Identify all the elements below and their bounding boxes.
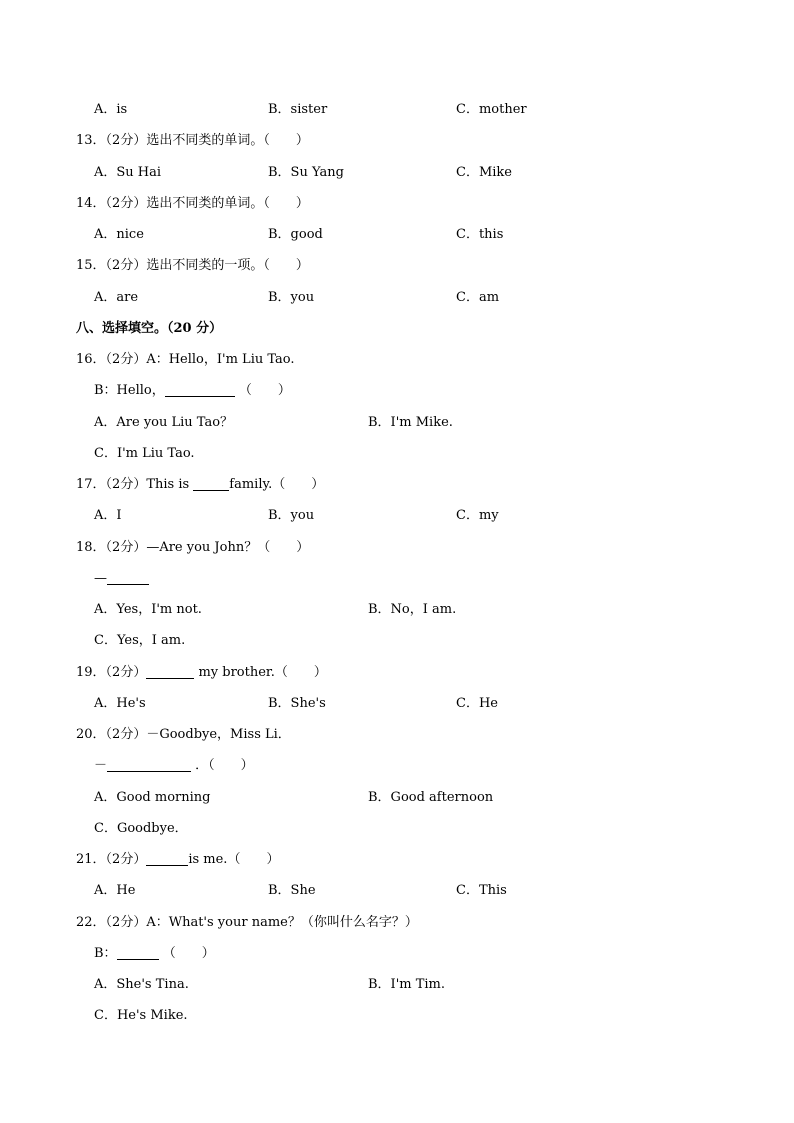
option-a: A．I	[94, 508, 122, 523]
question-line	[0, 724, 794, 746]
option-b: B．I'm Tim.	[368, 977, 446, 992]
dialog-text	[94, 380, 291, 402]
question-points: （2分）	[105, 727, 147, 742]
question-line	[0, 193, 794, 215]
options-row	[0, 599, 794, 621]
answer-blank[interactable]	[193, 476, 229, 491]
question-points: （2分）	[105, 258, 147, 273]
dialog-suffix: （ ）	[158, 946, 215, 961]
question-number: 13．	[76, 133, 106, 148]
question-points: （2分）	[105, 352, 147, 367]
question-prompt: A：Hello，I'm Liu Tao.	[146, 352, 295, 367]
option-b: B．I'm Mike.	[368, 415, 453, 430]
option-c: C．He	[456, 696, 498, 711]
question-number: 22．	[76, 915, 106, 930]
question-points: （2分）	[105, 196, 147, 211]
question-points: （2分）	[105, 852, 147, 867]
options-row	[0, 630, 794, 652]
question-points: （2分）	[105, 540, 147, 555]
question-line	[0, 912, 794, 934]
dialog-suffix: （ ）	[234, 383, 291, 398]
option-c: C．my	[456, 508, 499, 523]
question-text	[76, 193, 309, 215]
answer-blank[interactable]	[107, 757, 191, 772]
question-prompt: 选出不同类的一项。（ ）	[146, 258, 309, 273]
question-points: （2分）	[105, 915, 147, 930]
question-text	[76, 912, 418, 934]
option-a: A．are	[94, 290, 139, 305]
answer-blank[interactable]	[107, 570, 149, 585]
question-line	[0, 662, 794, 684]
option-b: B．She's	[268, 696, 326, 711]
option-a: A．Are you Liu Tao？	[94, 415, 234, 430]
option-a: A．Good morning	[94, 790, 211, 805]
option-c: C．Goodbye．	[94, 821, 188, 836]
question-line	[0, 349, 794, 371]
option-b: B．No，I am.	[368, 602, 457, 617]
question-points: （2分）	[105, 477, 147, 492]
question-number: 16．	[76, 352, 106, 367]
question-prompt-tail: is me.（ ）	[188, 852, 280, 867]
options-row	[0, 880, 794, 902]
option-b: B．Su Yang	[268, 165, 344, 180]
options-row	[0, 505, 794, 527]
question-text	[76, 349, 295, 371]
option-a: A．She's Tina.	[94, 977, 189, 992]
dialog-line	[0, 943, 794, 965]
question-text	[76, 849, 279, 871]
question-line	[0, 849, 794, 871]
dialog-prefix: —	[94, 571, 107, 586]
options-row	[0, 162, 794, 184]
option-c: C．I'm Liu Tao.	[94, 446, 195, 461]
question-prompt-tail: my brother.（ ）	[194, 665, 327, 680]
dialog-suffix: ．（ ）	[191, 758, 254, 773]
answer-blank[interactable]	[117, 945, 159, 960]
question-prompt: A：What's your name？（你叫什么名字？）	[146, 915, 418, 930]
question-prompt: —Are you John？（ ）	[146, 540, 310, 555]
dialog-line	[0, 380, 794, 402]
option-c: C．Yes，I am.	[94, 633, 186, 648]
option-b: B．Good afternoon	[368, 790, 494, 805]
options-row	[0, 974, 794, 996]
question-points: （2分）	[105, 665, 147, 680]
question-number: 14．	[76, 196, 106, 211]
options-row	[0, 412, 794, 434]
question-line	[0, 130, 794, 152]
option-b: B．you	[268, 508, 315, 523]
question-points: （2分）	[105, 133, 147, 148]
dialog-text	[94, 755, 254, 777]
dialog-line	[0, 755, 794, 777]
option-b: B．sister	[268, 102, 328, 117]
question-number: 18．	[76, 540, 106, 555]
options-row	[0, 1005, 794, 1027]
option-c: C．mother	[456, 102, 527, 117]
answer-blank[interactable]	[146, 664, 194, 679]
option-b: B．you	[268, 290, 315, 305]
option-c: C．am	[456, 290, 500, 305]
question-number: 17．	[76, 477, 106, 492]
option-c: C．This	[456, 883, 507, 898]
question-line	[0, 474, 794, 496]
options-row	[0, 99, 794, 121]
dialog-prefix: －	[94, 758, 108, 773]
option-a: A．nice	[94, 227, 144, 242]
options-row	[0, 443, 794, 465]
dialog-text	[94, 943, 215, 965]
question-prompt: 选出不同类的单词。（ ）	[146, 133, 309, 148]
answer-blank[interactable]	[146, 851, 188, 866]
dialog-text	[94, 568, 149, 590]
question-text	[76, 662, 327, 684]
question-text	[76, 724, 291, 746]
option-a: A．is	[94, 102, 128, 117]
dialog-line	[0, 568, 794, 590]
option-c: C．this	[456, 227, 504, 242]
option-a: A．Yes，I'm not.	[94, 602, 202, 617]
option-c: C．He's Mike.	[94, 1008, 188, 1023]
question-prompt: 选出不同类的单词。（ ）	[146, 196, 309, 211]
question-text	[76, 255, 309, 277]
question-text	[76, 130, 309, 152]
section-title: 八、选择填空。（20 分）	[76, 321, 223, 336]
dialog-prefix: B：	[94, 946, 117, 961]
dialog-prefix: B：Hello，	[94, 383, 165, 398]
section-header	[0, 318, 794, 340]
question-text	[76, 474, 324, 496]
question-line	[0, 537, 794, 559]
question-number: 21．	[76, 852, 106, 867]
options-row	[0, 787, 794, 809]
question-prompt-tail: family.（ ）	[229, 477, 325, 492]
options-row	[0, 287, 794, 309]
question-prompt: －Goodbye，Miss Li．	[146, 727, 291, 742]
answer-blank[interactable]	[165, 382, 235, 397]
question-prompt: This is	[146, 477, 194, 492]
option-b: B．good	[268, 227, 323, 242]
question-line	[0, 255, 794, 277]
options-row	[0, 693, 794, 715]
question-text	[76, 537, 309, 559]
option-a: A．He	[94, 883, 136, 898]
options-row	[0, 224, 794, 246]
question-number: 19．	[76, 665, 106, 680]
option-a: A．He's	[94, 696, 146, 711]
options-row	[0, 818, 794, 840]
option-c: C．Mike	[456, 165, 512, 180]
option-b: B．She	[268, 883, 316, 898]
question-number: 20．	[76, 727, 106, 742]
question-number: 15．	[76, 258, 106, 273]
option-a: A．Su Hai	[94, 165, 162, 180]
